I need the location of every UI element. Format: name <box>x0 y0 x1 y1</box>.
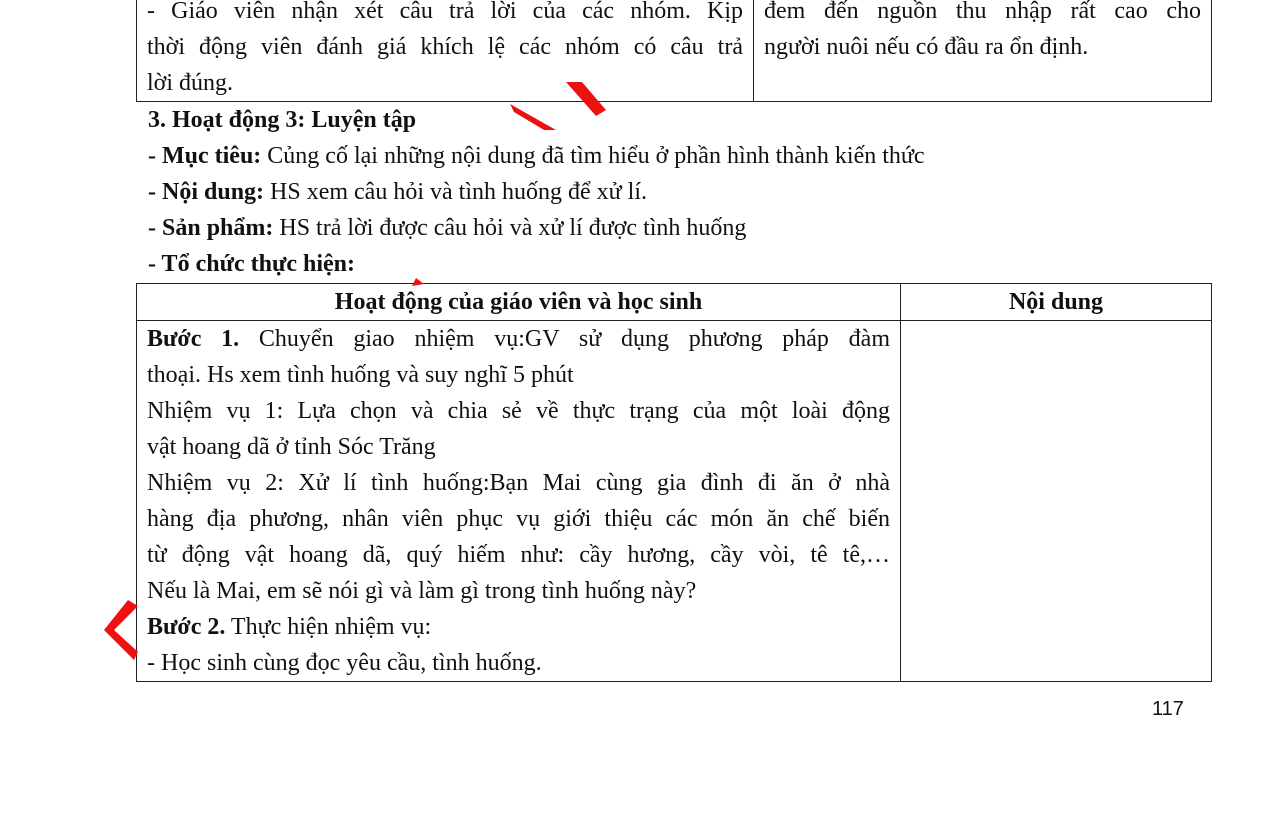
step1-line <box>147 321 890 357</box>
content-line <box>148 174 647 210</box>
activities-cell <box>137 321 901 682</box>
step1-text: Chuyển giao nhiệm vụ:GV sử dụng phương pháp đàm <box>239 326 891 352</box>
step2-line-2: - Học sinh cùng đọc yêu cầu, tình huống. <box>147 650 542 676</box>
income-line-2: người nuôi nếu có đầu ra ổn định. <box>764 34 1089 60</box>
feedback-line-2: thời động viên đánh giá khích lệ các nhóm có câu trả <box>147 34 743 60</box>
content-text: HS xem câu hỏi và tình huống để xử lí. <box>264 179 647 205</box>
organization-label: - Tổ chức thực hiện: <box>148 251 356 277</box>
task1-line-2: vật hoang dã ở tỉnh Sóc Trăng <box>147 434 436 460</box>
step2-line <box>147 609 890 645</box>
task2-line-3: từ động vật hoang dã, quý hiếm như: cầy hương, cầy vòi, tê tê,… <box>147 542 890 568</box>
product-label: - Sản phẩm: <box>148 215 274 241</box>
header-content: Nội dung <box>901 284 1212 321</box>
goal-text: Củng cố lại những nội dung đã tìm hiểu ở phần hình thành kiến thức <box>261 143 925 169</box>
step1-line-2: thoại. Hs xem tình huống và suy nghĩ 5 phút <box>147 362 574 388</box>
step2-label: Bước 2. <box>147 614 226 640</box>
red-mark-left <box>104 600 138 660</box>
income-note-cell <box>754 0 1212 102</box>
goal-line <box>148 138 925 174</box>
red-mark-top-left <box>510 104 556 130</box>
step1-label: Bước 1. <box>147 326 240 352</box>
task1-line-1: Nhiệm vụ 1: Lựa chọn và chia sẻ về thực trạng của một loài động <box>147 398 890 424</box>
feedback-line-1: - Giáo viên nhận xét câu trả lời của các nhóm. Kịp <box>147 0 743 24</box>
income-line-1: đem đến nguồn thu nhập rất cao cho <box>764 0 1201 24</box>
goal-label: - Mục tiêu: <box>148 143 262 169</box>
content-cell <box>901 321 1212 682</box>
previous-activity-table <box>136 0 1212 102</box>
task2-line-2: hàng địa phương, nhân viên phục vụ giới thiệu các món ăn chế biến <box>147 506 890 532</box>
activity-table <box>136 283 1212 682</box>
task2-line-1: Nhiệm vụ 2: Xử lí tình huống:Bạn Mai cùng gia đình đi ăn ở nhà <box>147 470 890 496</box>
teacher-feedback-cell <box>137 0 754 102</box>
organization-line <box>148 246 355 282</box>
product-text: HS trả lời được câu hỏi và xử lí được tình huống <box>273 215 747 241</box>
step2-text: Thực hiện nhiệm vụ: <box>225 614 432 640</box>
task2-line-4: Nếu là Mai, em sẽ nói gì và làm gì trong tình huống này? <box>147 578 697 604</box>
content-label: - Nội dung: <box>148 179 265 205</box>
header-activities: Hoạt động của giáo viên và học sinh <box>137 284 901 321</box>
page-number: 117 <box>1152 698 1184 720</box>
feedback-line-3: lời đúng. <box>147 70 234 96</box>
product-line <box>148 210 746 246</box>
activity-heading: 3. Hoạt động 3: Luyện tập <box>148 107 417 133</box>
